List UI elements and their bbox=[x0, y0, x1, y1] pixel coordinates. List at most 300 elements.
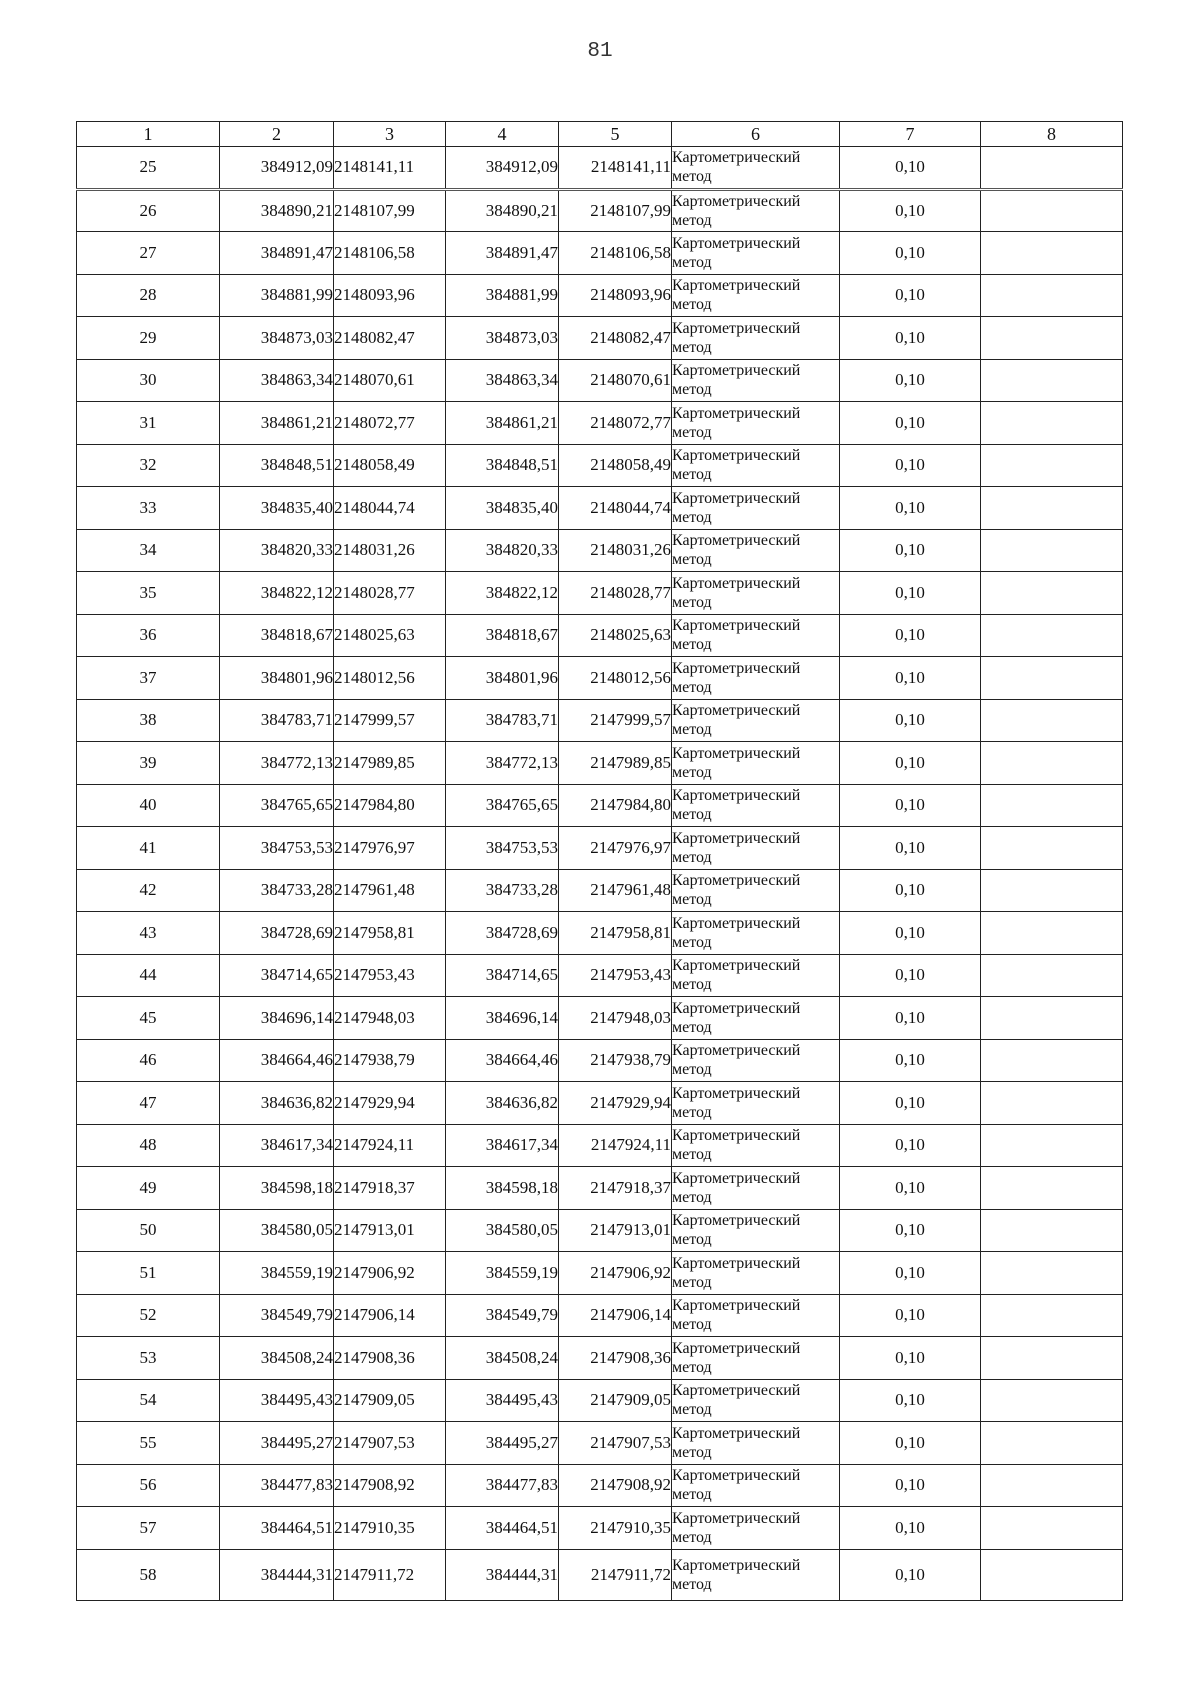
accuracy-cell: 0,10 bbox=[840, 784, 981, 827]
accuracy-cell: 0,10 bbox=[840, 1549, 981, 1600]
method-cell: Картометрический метод bbox=[672, 742, 840, 785]
x-refined-cell: 384477,83 bbox=[446, 1464, 559, 1507]
header-cell: 6 bbox=[672, 122, 840, 147]
notes-cell bbox=[981, 274, 1123, 317]
notes-cell bbox=[981, 572, 1123, 615]
notes-cell bbox=[981, 529, 1123, 572]
x-existing-cell: 384861,21 bbox=[220, 402, 334, 445]
point-number-cell: 54 bbox=[77, 1379, 220, 1422]
notes-cell bbox=[981, 189, 1123, 232]
notes-cell bbox=[981, 1082, 1123, 1125]
x-existing-cell: 384890,21 bbox=[220, 189, 334, 232]
table-body bbox=[77, 147, 1123, 1601]
method-cell: Картометрический метод bbox=[672, 147, 840, 190]
point-number-cell: 45 bbox=[77, 997, 220, 1040]
method-cell: Картометрический метод bbox=[672, 189, 840, 232]
method-cell: Картометрический метод bbox=[672, 317, 840, 360]
method-cell: Картометрический метод bbox=[672, 1039, 840, 1082]
point-number-cell: 25 bbox=[77, 147, 220, 190]
point-number-cell: 56 bbox=[77, 1464, 220, 1507]
y-existing-cell: 2147913,01 bbox=[334, 1209, 446, 1252]
accuracy-cell: 0,10 bbox=[840, 954, 981, 997]
y-existing-cell: 2148141,11 bbox=[334, 147, 446, 190]
table-row bbox=[77, 359, 1123, 402]
accuracy-cell: 0,10 bbox=[840, 147, 981, 190]
x-refined-cell: 384818,67 bbox=[446, 614, 559, 657]
y-existing-cell: 2148028,77 bbox=[334, 572, 446, 615]
point-number-cell: 48 bbox=[77, 1124, 220, 1167]
y-refined-cell: 2147906,92 bbox=[559, 1252, 672, 1295]
accuracy-cell: 0,10 bbox=[840, 657, 981, 700]
x-existing-cell: 384636,82 bbox=[220, 1082, 334, 1125]
accuracy-cell: 0,10 bbox=[840, 1379, 981, 1422]
point-number-cell: 55 bbox=[77, 1422, 220, 1465]
x-refined-cell: 384664,46 bbox=[446, 1039, 559, 1082]
notes-cell bbox=[981, 1252, 1123, 1295]
x-existing-cell: 384848,51 bbox=[220, 444, 334, 487]
x-existing-cell: 384881,99 bbox=[220, 274, 334, 317]
y-refined-cell: 2147999,57 bbox=[559, 699, 672, 742]
y-existing-cell: 2147908,92 bbox=[334, 1464, 446, 1507]
notes-cell bbox=[981, 317, 1123, 360]
method-cell: Картометрический метод bbox=[672, 954, 840, 997]
header-cell: 3 bbox=[334, 122, 446, 147]
x-existing-cell: 384772,13 bbox=[220, 742, 334, 785]
y-refined-cell: 2147953,43 bbox=[559, 954, 672, 997]
y-refined-cell: 2147909,05 bbox=[559, 1379, 672, 1422]
x-existing-cell: 384820,33 bbox=[220, 529, 334, 572]
accuracy-cell: 0,10 bbox=[840, 359, 981, 402]
accuracy-cell: 0,10 bbox=[840, 1209, 981, 1252]
accuracy-cell: 0,10 bbox=[840, 529, 981, 572]
x-refined-cell: 384863,34 bbox=[446, 359, 559, 402]
table-header bbox=[77, 122, 1123, 147]
header-row bbox=[77, 122, 1123, 147]
x-refined-cell: 384495,43 bbox=[446, 1379, 559, 1422]
accuracy-cell: 0,10 bbox=[840, 232, 981, 275]
table-row bbox=[77, 1464, 1123, 1507]
accuracy-cell: 0,10 bbox=[840, 487, 981, 530]
header-cell: 2 bbox=[220, 122, 334, 147]
point-number-cell: 53 bbox=[77, 1337, 220, 1380]
y-refined-cell: 2147913,01 bbox=[559, 1209, 672, 1252]
notes-cell bbox=[981, 614, 1123, 657]
x-existing-cell: 384696,14 bbox=[220, 997, 334, 1040]
x-refined-cell: 384508,24 bbox=[446, 1337, 559, 1380]
point-number-cell: 58 bbox=[77, 1549, 220, 1600]
x-existing-cell: 384863,34 bbox=[220, 359, 334, 402]
y-refined-cell: 2148072,77 bbox=[559, 402, 672, 445]
x-existing-cell: 384580,05 bbox=[220, 1209, 334, 1252]
notes-cell bbox=[981, 359, 1123, 402]
method-cell: Картометрический метод bbox=[672, 1294, 840, 1337]
notes-cell bbox=[981, 1039, 1123, 1082]
y-refined-cell: 2147911,72 bbox=[559, 1549, 672, 1600]
table-row bbox=[77, 1124, 1123, 1167]
accuracy-cell: 0,10 bbox=[840, 1039, 981, 1082]
table-row bbox=[77, 954, 1123, 997]
y-existing-cell: 2147909,05 bbox=[334, 1379, 446, 1422]
x-existing-cell: 384765,65 bbox=[220, 784, 334, 827]
x-refined-cell: 384696,14 bbox=[446, 997, 559, 1040]
y-refined-cell: 2147924,11 bbox=[559, 1124, 672, 1167]
x-existing-cell: 384617,34 bbox=[220, 1124, 334, 1167]
method-cell: Картометрический метод bbox=[672, 657, 840, 700]
y-existing-cell: 2147961,48 bbox=[334, 869, 446, 912]
x-existing-cell: 384728,69 bbox=[220, 912, 334, 955]
y-existing-cell: 2147948,03 bbox=[334, 997, 446, 1040]
x-existing-cell: 384495,27 bbox=[220, 1422, 334, 1465]
y-existing-cell: 2148044,74 bbox=[334, 487, 446, 530]
x-refined-cell: 384495,27 bbox=[446, 1422, 559, 1465]
coordinates-table bbox=[76, 121, 1123, 1601]
notes-cell bbox=[981, 1209, 1123, 1252]
y-existing-cell: 2147938,79 bbox=[334, 1039, 446, 1082]
point-number-cell: 43 bbox=[77, 912, 220, 955]
table-row bbox=[77, 147, 1123, 190]
y-refined-cell: 2147918,37 bbox=[559, 1167, 672, 1210]
method-cell: Картометрический метод bbox=[672, 784, 840, 827]
y-refined-cell: 2148070,61 bbox=[559, 359, 672, 402]
accuracy-cell: 0,10 bbox=[840, 1124, 981, 1167]
y-existing-cell: 2147953,43 bbox=[334, 954, 446, 997]
table-row bbox=[77, 657, 1123, 700]
table-row bbox=[77, 1294, 1123, 1337]
x-existing-cell: 384783,71 bbox=[220, 699, 334, 742]
x-refined-cell: 384835,40 bbox=[446, 487, 559, 530]
y-refined-cell: 2148141,11 bbox=[559, 147, 672, 190]
accuracy-cell: 0,10 bbox=[840, 742, 981, 785]
table-row bbox=[77, 1209, 1123, 1252]
table-row bbox=[77, 1167, 1123, 1210]
y-existing-cell: 2147984,80 bbox=[334, 784, 446, 827]
y-existing-cell: 2147910,35 bbox=[334, 1507, 446, 1550]
header-cell: 8 bbox=[981, 122, 1123, 147]
notes-cell bbox=[981, 912, 1123, 955]
method-cell: Картометрический метод bbox=[672, 699, 840, 742]
notes-cell bbox=[981, 997, 1123, 1040]
x-refined-cell: 384636,82 bbox=[446, 1082, 559, 1125]
x-existing-cell: 384598,18 bbox=[220, 1167, 334, 1210]
x-refined-cell: 384733,28 bbox=[446, 869, 559, 912]
table-row bbox=[77, 572, 1123, 615]
method-cell: Картометрический метод bbox=[672, 912, 840, 955]
table-row bbox=[77, 1379, 1123, 1422]
y-existing-cell: 2147958,81 bbox=[334, 912, 446, 955]
y-refined-cell: 2148028,77 bbox=[559, 572, 672, 615]
page-number: 81 bbox=[587, 40, 613, 63]
point-number-cell: 34 bbox=[77, 529, 220, 572]
method-cell: Картометрический метод bbox=[672, 614, 840, 657]
notes-cell bbox=[981, 1294, 1123, 1337]
notes-cell bbox=[981, 1549, 1123, 1600]
accuracy-cell: 0,10 bbox=[840, 402, 981, 445]
notes-cell bbox=[981, 1464, 1123, 1507]
x-existing-cell: 384508,24 bbox=[220, 1337, 334, 1380]
y-existing-cell: 2147989,85 bbox=[334, 742, 446, 785]
x-refined-cell: 384549,79 bbox=[446, 1294, 559, 1337]
header-cell: 7 bbox=[840, 122, 981, 147]
method-cell: Картометрический метод bbox=[672, 1124, 840, 1167]
y-existing-cell: 2148072,77 bbox=[334, 402, 446, 445]
table-row bbox=[77, 912, 1123, 955]
table-row bbox=[77, 1082, 1123, 1125]
accuracy-cell: 0,10 bbox=[840, 699, 981, 742]
x-refined-cell: 384728,69 bbox=[446, 912, 559, 955]
y-refined-cell: 2147908,36 bbox=[559, 1337, 672, 1380]
x-refined-cell: 384873,03 bbox=[446, 317, 559, 360]
notes-cell bbox=[981, 827, 1123, 870]
y-existing-cell: 2147929,94 bbox=[334, 1082, 446, 1125]
y-refined-cell: 2148093,96 bbox=[559, 274, 672, 317]
y-refined-cell: 2147958,81 bbox=[559, 912, 672, 955]
y-refined-cell: 2148106,58 bbox=[559, 232, 672, 275]
table-row bbox=[77, 1039, 1123, 1082]
accuracy-cell: 0,10 bbox=[840, 614, 981, 657]
point-number-cell: 40 bbox=[77, 784, 220, 827]
x-existing-cell: 384733,28 bbox=[220, 869, 334, 912]
notes-cell bbox=[981, 1422, 1123, 1465]
y-existing-cell: 2148107,99 bbox=[334, 189, 446, 232]
point-number-cell: 42 bbox=[77, 869, 220, 912]
table-row bbox=[77, 1507, 1123, 1550]
accuracy-cell: 0,10 bbox=[840, 1082, 981, 1125]
y-existing-cell: 2148058,49 bbox=[334, 444, 446, 487]
y-refined-cell: 2148107,99 bbox=[559, 189, 672, 232]
accuracy-cell: 0,10 bbox=[840, 189, 981, 232]
table-row bbox=[77, 997, 1123, 1040]
y-refined-cell: 2147929,94 bbox=[559, 1082, 672, 1125]
y-existing-cell: 2148012,56 bbox=[334, 657, 446, 700]
y-refined-cell: 2147906,14 bbox=[559, 1294, 672, 1337]
y-existing-cell: 2147911,72 bbox=[334, 1549, 446, 1600]
y-refined-cell: 2147938,79 bbox=[559, 1039, 672, 1082]
method-cell: Картометрический метод bbox=[672, 1209, 840, 1252]
y-existing-cell: 2147918,37 bbox=[334, 1167, 446, 1210]
y-refined-cell: 2147984,80 bbox=[559, 784, 672, 827]
x-existing-cell: 384664,46 bbox=[220, 1039, 334, 1082]
point-number-cell: 38 bbox=[77, 699, 220, 742]
method-cell: Картометрический метод bbox=[672, 1337, 840, 1380]
point-number-cell: 26 bbox=[77, 189, 220, 232]
notes-cell bbox=[981, 869, 1123, 912]
notes-cell bbox=[981, 1507, 1123, 1550]
y-refined-cell: 2147908,92 bbox=[559, 1464, 672, 1507]
notes-cell bbox=[981, 784, 1123, 827]
y-existing-cell: 2147908,36 bbox=[334, 1337, 446, 1380]
notes-cell bbox=[981, 699, 1123, 742]
accuracy-cell: 0,10 bbox=[840, 572, 981, 615]
x-existing-cell: 384912,09 bbox=[220, 147, 334, 190]
accuracy-cell: 0,10 bbox=[840, 444, 981, 487]
x-existing-cell: 384822,12 bbox=[220, 572, 334, 615]
notes-cell bbox=[981, 742, 1123, 785]
method-cell: Картометрический метод bbox=[672, 827, 840, 870]
x-refined-cell: 384783,71 bbox=[446, 699, 559, 742]
method-cell: Картометрический метод bbox=[672, 572, 840, 615]
x-refined-cell: 384801,96 bbox=[446, 657, 559, 700]
notes-cell bbox=[981, 232, 1123, 275]
point-number-cell: 31 bbox=[77, 402, 220, 445]
x-refined-cell: 384753,53 bbox=[446, 827, 559, 870]
table-row bbox=[77, 614, 1123, 657]
table-row bbox=[77, 1422, 1123, 1465]
x-existing-cell: 384835,40 bbox=[220, 487, 334, 530]
y-existing-cell: 2148106,58 bbox=[334, 232, 446, 275]
x-refined-cell: 384891,47 bbox=[446, 232, 559, 275]
y-refined-cell: 2147961,48 bbox=[559, 869, 672, 912]
y-refined-cell: 2148012,56 bbox=[559, 657, 672, 700]
accuracy-cell: 0,10 bbox=[840, 274, 981, 317]
x-refined-cell: 384765,65 bbox=[446, 784, 559, 827]
point-number-cell: 47 bbox=[77, 1082, 220, 1125]
method-cell: Картометрический метод bbox=[672, 359, 840, 402]
x-existing-cell: 384753,53 bbox=[220, 827, 334, 870]
notes-cell bbox=[981, 1167, 1123, 1210]
accuracy-cell: 0,10 bbox=[840, 912, 981, 955]
x-refined-cell: 384848,51 bbox=[446, 444, 559, 487]
method-cell: Картометрический метод bbox=[672, 487, 840, 530]
x-refined-cell: 384912,09 bbox=[446, 147, 559, 190]
y-existing-cell: 2147906,92 bbox=[334, 1252, 446, 1295]
notes-cell bbox=[981, 444, 1123, 487]
method-cell: Картометрический метод bbox=[672, 1464, 840, 1507]
method-cell: Картометрический метод bbox=[672, 232, 840, 275]
x-refined-cell: 384714,65 bbox=[446, 954, 559, 997]
y-existing-cell: 2147999,57 bbox=[334, 699, 446, 742]
notes-cell bbox=[981, 954, 1123, 997]
notes-cell bbox=[981, 1337, 1123, 1380]
x-refined-cell: 384820,33 bbox=[446, 529, 559, 572]
table-row bbox=[77, 784, 1123, 827]
table-row bbox=[77, 827, 1123, 870]
accuracy-cell: 0,10 bbox=[840, 1422, 981, 1465]
point-number-cell: 39 bbox=[77, 742, 220, 785]
point-number-cell: 32 bbox=[77, 444, 220, 487]
notes-cell bbox=[981, 402, 1123, 445]
y-existing-cell: 2148093,96 bbox=[334, 274, 446, 317]
point-number-cell: 29 bbox=[77, 317, 220, 360]
accuracy-cell: 0,10 bbox=[840, 317, 981, 360]
point-number-cell: 28 bbox=[77, 274, 220, 317]
x-existing-cell: 384714,65 bbox=[220, 954, 334, 997]
table-row bbox=[77, 1337, 1123, 1380]
x-refined-cell: 384617,34 bbox=[446, 1124, 559, 1167]
accuracy-cell: 0,10 bbox=[840, 1507, 981, 1550]
table-row bbox=[77, 402, 1123, 445]
y-refined-cell: 2147948,03 bbox=[559, 997, 672, 1040]
point-number-cell: 49 bbox=[77, 1167, 220, 1210]
point-number-cell: 46 bbox=[77, 1039, 220, 1082]
method-cell: Картометрический метод bbox=[672, 274, 840, 317]
x-existing-cell: 384873,03 bbox=[220, 317, 334, 360]
point-number-cell: 50 bbox=[77, 1209, 220, 1252]
method-cell: Картометрический метод bbox=[672, 1252, 840, 1295]
x-existing-cell: 384464,51 bbox=[220, 1507, 334, 1550]
point-number-cell: 41 bbox=[77, 827, 220, 870]
x-refined-cell: 384580,05 bbox=[446, 1209, 559, 1252]
table-row bbox=[77, 699, 1123, 742]
y-refined-cell: 2148025,63 bbox=[559, 614, 672, 657]
method-cell: Картометрический метод bbox=[672, 529, 840, 572]
point-number-cell: 33 bbox=[77, 487, 220, 530]
method-cell: Картометрический метод bbox=[672, 1549, 840, 1600]
accuracy-cell: 0,10 bbox=[840, 1464, 981, 1507]
y-existing-cell: 2148082,47 bbox=[334, 317, 446, 360]
x-refined-cell: 384598,18 bbox=[446, 1167, 559, 1210]
x-refined-cell: 384464,51 bbox=[446, 1507, 559, 1550]
y-refined-cell: 2147989,85 bbox=[559, 742, 672, 785]
method-cell: Картометрический метод bbox=[672, 997, 840, 1040]
x-existing-cell: 384444,31 bbox=[220, 1549, 334, 1600]
x-existing-cell: 384549,79 bbox=[220, 1294, 334, 1337]
y-refined-cell: 2148082,47 bbox=[559, 317, 672, 360]
point-number-cell: 27 bbox=[77, 232, 220, 275]
accuracy-cell: 0,10 bbox=[840, 1167, 981, 1210]
point-number-cell: 36 bbox=[77, 614, 220, 657]
point-number-cell: 51 bbox=[77, 1252, 220, 1295]
y-refined-cell: 2147907,53 bbox=[559, 1422, 672, 1465]
method-cell: Картометрический метод bbox=[672, 1082, 840, 1125]
y-refined-cell: 2148031,26 bbox=[559, 529, 672, 572]
table-row bbox=[77, 274, 1123, 317]
y-existing-cell: 2148031,26 bbox=[334, 529, 446, 572]
method-cell: Картометрический метод bbox=[672, 869, 840, 912]
accuracy-cell: 0,10 bbox=[840, 1337, 981, 1380]
point-number-cell: 37 bbox=[77, 657, 220, 700]
method-cell: Картометрический метод bbox=[672, 1167, 840, 1210]
x-existing-cell: 384891,47 bbox=[220, 232, 334, 275]
x-refined-cell: 384444,31 bbox=[446, 1549, 559, 1600]
notes-cell bbox=[981, 1379, 1123, 1422]
method-cell: Картометрический метод bbox=[672, 1379, 840, 1422]
x-existing-cell: 384477,83 bbox=[220, 1464, 334, 1507]
point-number-cell: 44 bbox=[77, 954, 220, 997]
table-row bbox=[77, 1252, 1123, 1295]
table-row bbox=[77, 232, 1123, 275]
notes-cell bbox=[981, 657, 1123, 700]
accuracy-cell: 0,10 bbox=[840, 869, 981, 912]
y-refined-cell: 2148058,49 bbox=[559, 444, 672, 487]
y-existing-cell: 2148070,61 bbox=[334, 359, 446, 402]
accuracy-cell: 0,10 bbox=[840, 1252, 981, 1295]
table-row bbox=[77, 487, 1123, 530]
accuracy-cell: 0,10 bbox=[840, 997, 981, 1040]
x-refined-cell: 384861,21 bbox=[446, 402, 559, 445]
y-refined-cell: 2147910,35 bbox=[559, 1507, 672, 1550]
x-refined-cell: 384881,99 bbox=[446, 274, 559, 317]
table-row bbox=[77, 1549, 1123, 1600]
notes-cell bbox=[981, 1124, 1123, 1167]
method-cell: Картометрический метод bbox=[672, 402, 840, 445]
header-cell: 1 bbox=[77, 122, 220, 147]
x-existing-cell: 384495,43 bbox=[220, 1379, 334, 1422]
point-number-cell: 52 bbox=[77, 1294, 220, 1337]
x-refined-cell: 384822,12 bbox=[446, 572, 559, 615]
table-row bbox=[77, 529, 1123, 572]
header-cell: 4 bbox=[446, 122, 559, 147]
x-refined-cell: 384890,21 bbox=[446, 189, 559, 232]
y-existing-cell: 2147907,53 bbox=[334, 1422, 446, 1465]
table-row bbox=[77, 742, 1123, 785]
method-cell: Картометрический метод bbox=[672, 1422, 840, 1465]
x-existing-cell: 384801,96 bbox=[220, 657, 334, 700]
table-row bbox=[77, 869, 1123, 912]
accuracy-cell: 0,10 bbox=[840, 1294, 981, 1337]
y-existing-cell: 2147924,11 bbox=[334, 1124, 446, 1167]
table-row bbox=[77, 444, 1123, 487]
notes-cell bbox=[981, 487, 1123, 530]
